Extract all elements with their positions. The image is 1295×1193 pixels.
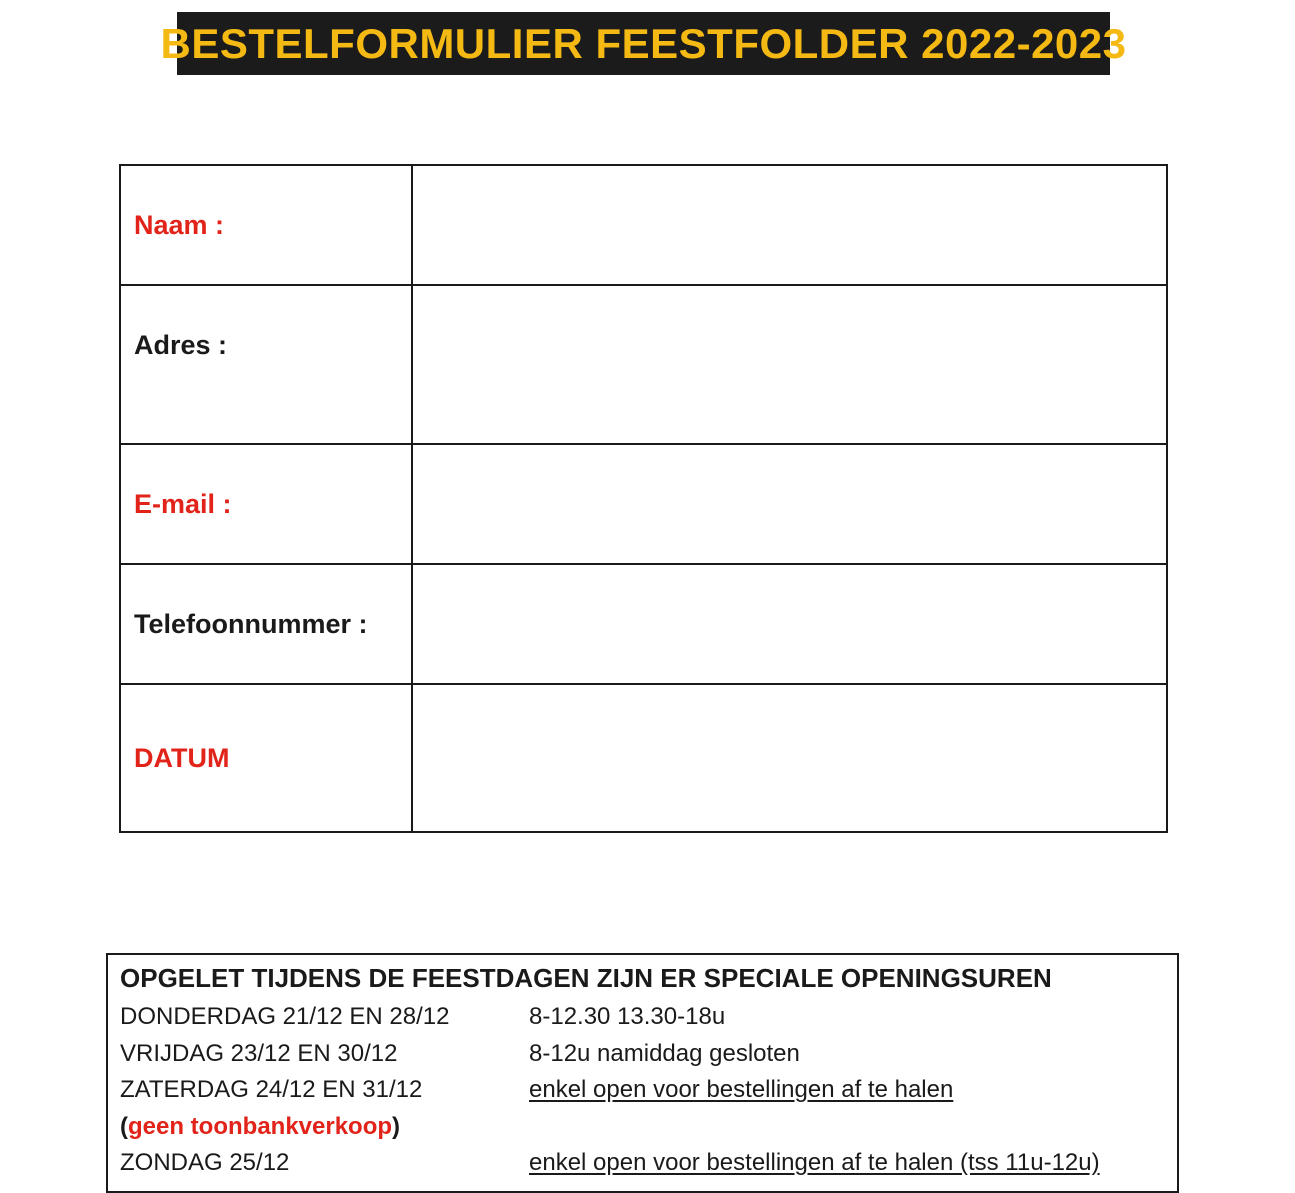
email-field[interactable] [413, 491, 1166, 517]
hours-row-vrijdag [120, 1036, 1165, 1073]
note-highlight: geen toonbankverkoop [128, 1112, 393, 1140]
page-title: BESTELFORMULIER FEESTFOLDER 2022-2023 [160, 19, 1127, 67]
hours-row-zondag [120, 1145, 1165, 1182]
email-field-cell[interactable] [412, 444, 1167, 564]
hours-day: VRIJDAG 23/12 EN 30/12 [120, 1039, 398, 1067]
form-row-telefoon [120, 564, 1167, 684]
naam-field[interactable] [413, 212, 1166, 238]
form-row-datum [120, 684, 1167, 832]
opening-hours-box [106, 953, 1179, 1193]
note-open-paren: ( [120, 1112, 128, 1140]
telefoonnummer-label: Telefoonnummer : [120, 564, 412, 684]
naam-field-cell[interactable] [412, 165, 1167, 285]
note-text [120, 1109, 400, 1145]
naam-label: Naam : [120, 165, 412, 285]
hours-time: enkel open voor bestellingen af te halen (tss 11u-12u) [529, 1149, 1100, 1176]
hours-time: 8-12u namiddag gesloten [529, 1039, 800, 1067]
datum-field[interactable] [413, 745, 1166, 771]
order-form-table [119, 164, 1168, 833]
hours-time: enkel open voor bestellingen af te halen [529, 1076, 954, 1103]
hours-row-zaterdag [120, 1072, 1165, 1109]
title-banner [160, 12, 1127, 75]
hours-row-donderdag [120, 999, 1165, 1036]
no-counter-sales-note [120, 1109, 1165, 1146]
form-row-naam [120, 165, 1167, 285]
telefoonnummer-field-cell[interactable] [412, 564, 1167, 684]
adres-field-cell[interactable] [412, 285, 1167, 444]
hours-time: 8-12.30 13.30-18u [529, 1003, 726, 1030]
form-row-email [120, 444, 1167, 564]
adres-field[interactable] [413, 352, 1166, 378]
note-close-paren: ) [392, 1112, 401, 1140]
form-row-adres [120, 285, 1167, 444]
adres-label: Adres : [120, 285, 412, 444]
hours-day: DONDERDAG 21/12 EN 28/12 [120, 1003, 450, 1030]
telefoonnummer-field[interactable] [413, 611, 1166, 637]
datum-field-cell[interactable] [412, 684, 1167, 832]
datum-label: DATUM [120, 684, 412, 832]
email-label: E-mail : [120, 444, 412, 564]
opening-hours-title: OPGELET TIJDENS DE FEESTDAGEN ZIJN ER SPECIALE OPENINGSUREN [120, 963, 1052, 993]
hours-day: ZATERDAG 24/12 EN 31/12 [120, 1076, 423, 1103]
hours-day: ZONDAG 25/12 [120, 1149, 290, 1176]
